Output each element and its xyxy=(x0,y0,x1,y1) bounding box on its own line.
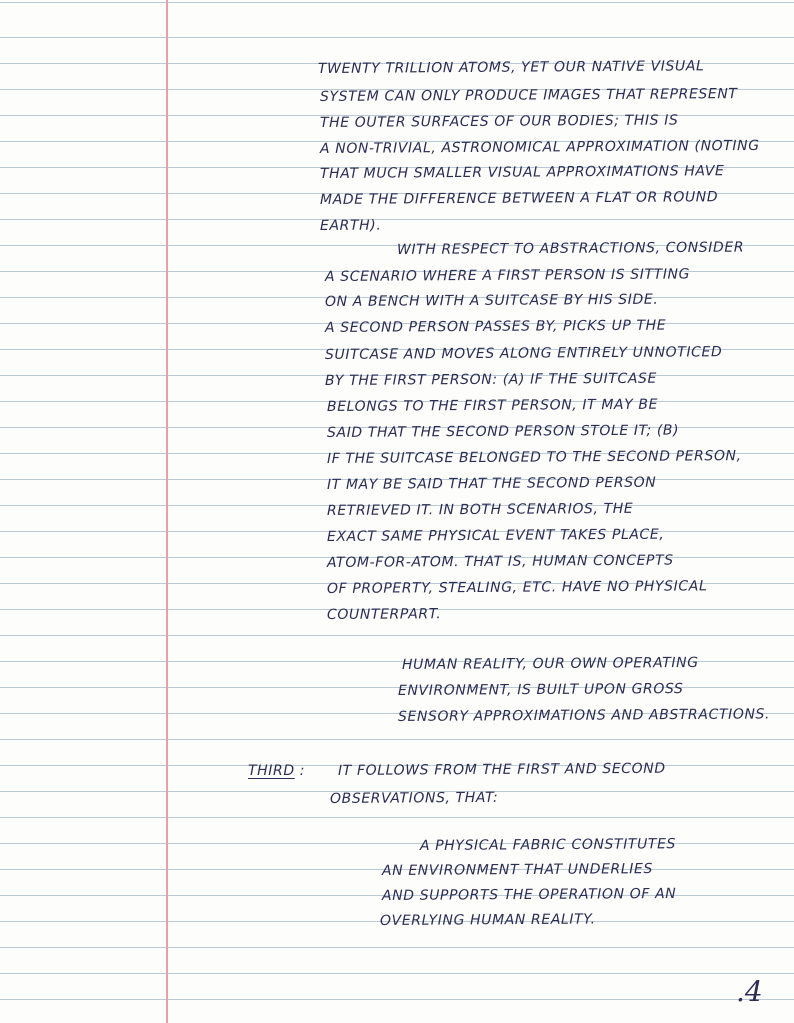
margin-rule xyxy=(166,0,168,1023)
paragraph1-line: MADE THE DIFFERENCE BETWEEN A FLAT OR ROUND xyxy=(319,189,719,208)
quote1-line: ENVIRONMENT, IS BUILT UPON GROSS xyxy=(397,681,684,699)
quote2-line: AN ENVIRONMENT THAT UNDERLIES xyxy=(381,861,653,879)
paragraph2-line: COUNTERPART. xyxy=(326,606,442,623)
quote2-line: AND SUPPORTS THE OPERATION OF AN xyxy=(381,885,677,904)
third-label xyxy=(248,762,305,780)
paragraph2-line: RETRIEVED IT. IN BOTH SCENARIOS, THE xyxy=(326,500,634,519)
paragraph2-line: A SCENARIO WHERE A FIRST PERSON IS SITTING xyxy=(324,266,691,285)
paragraph1-line: SYSTEM CAN ONLY PRODUCE IMAGES THAT REPRESENT xyxy=(319,86,738,105)
quote1-line: SENSORY APPROXIMATIONS AND ABSTRACTIONS. xyxy=(397,706,771,725)
paragraph2-line: IT MAY BE SAID THAT THE SECOND PERSON xyxy=(326,474,657,493)
paragraph2-line: SAID THAT THE SECOND PERSON STOLE IT; (B) xyxy=(326,422,680,441)
paragraph1-line: A NON-TRIVIAL, ASTRONOMICAL APPROXIMATION (NOTING xyxy=(319,137,760,157)
paragraph2-line: BY THE FIRST PERSON: (A) IF THE SUITCASE xyxy=(324,370,658,389)
paragraph2-line: ON A BENCH WITH A SUITCASE BY HIS SIDE. xyxy=(324,291,659,310)
paragraph2-line: IF THE SUITCASE BELONGED TO THE SECOND PERSON, xyxy=(326,448,742,467)
quote2-line: OVERLYING HUMAN REALITY. xyxy=(379,911,596,929)
quote1-line: HUMAN REALITY, OUR OWN OPERATING xyxy=(401,654,699,673)
paragraph1-line: THE OUTER SURFACES OF OUR BODIES; THIS IS xyxy=(319,112,679,131)
paragraph2-line: EXACT SAME PHYSICAL EVENT TAKES PLACE, xyxy=(326,526,665,545)
third-heading: THIRD xyxy=(248,763,295,779)
paragraph2-line: BELONGS TO THE FIRST PERSON, IT MAY BE xyxy=(326,396,659,415)
page-number: .4 xyxy=(736,975,763,1008)
paragraph2-line: WITH RESPECT TO ABSTRACTIONS, CONSIDER xyxy=(396,239,745,258)
third-line: OBSERVATIONS, THAT: xyxy=(329,789,499,807)
paragraph2-line: A SECOND PERSON PASSES BY, PICKS UP THE xyxy=(324,317,667,336)
paragraph2-line: OF PROPERTY, STEALING, ETC. HAVE NO PHYSICAL xyxy=(326,578,708,597)
paragraph1-line: TWENTY TRILLION ATOMS, YET OUR NATIVE VISUAL xyxy=(317,58,705,77)
paragraph1-line: THAT MUCH SMALLER VISUAL APPROXIMATIONS HAVE xyxy=(319,163,725,182)
third-colon: : xyxy=(299,763,306,779)
quote2-line: A PHYSICAL FABRIC CONSTITUTES xyxy=(419,836,677,854)
paragraph1-line: EARTH). xyxy=(319,217,382,234)
paragraph2-line: SUITCASE AND MOVES ALONG ENTIRELY UNNOTICED xyxy=(324,344,723,363)
paragraph2-line: ATOM-FOR-ATOM. THAT IS, HUMAN CONCEPTS xyxy=(326,552,674,571)
third-line: IT FOLLOWS FROM THE FIRST AND SECOND xyxy=(337,760,666,779)
